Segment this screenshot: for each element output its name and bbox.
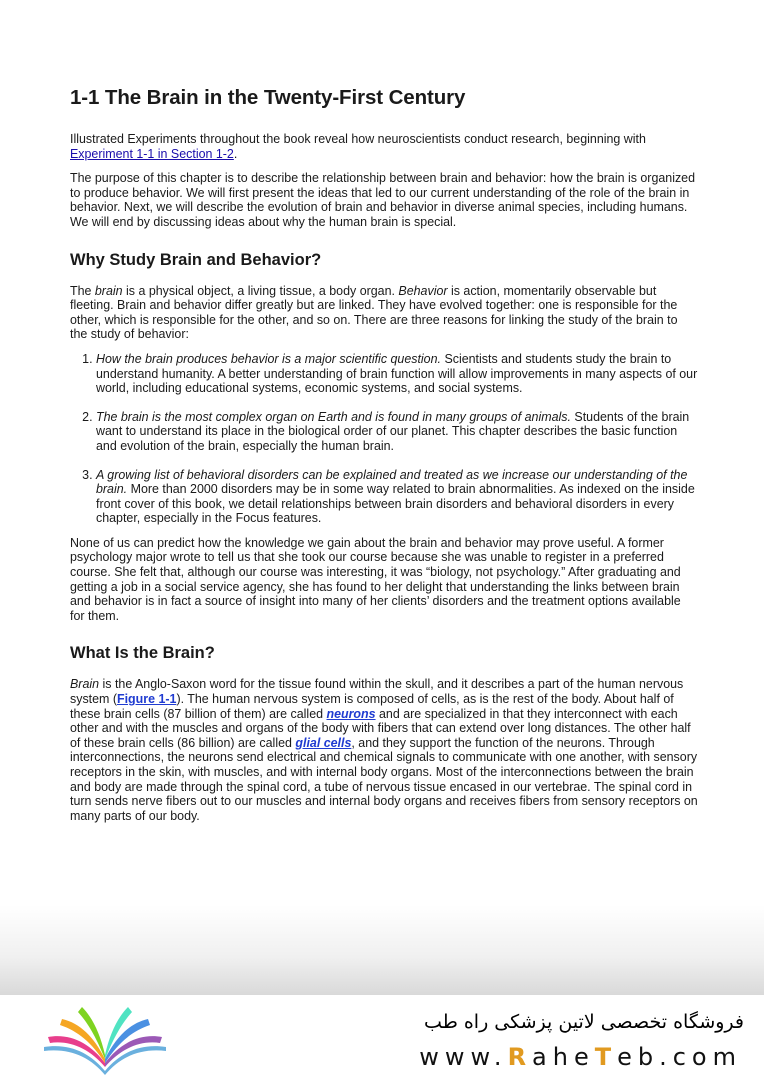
term-brain: Brain [70, 677, 100, 692]
intro-end: . [233, 146, 238, 161]
what-paragraph [70, 677, 698, 823]
book-logo-icon [40, 1003, 170, 1075]
shop-name: فروشگاه تخصصی لاتین پزشکی راه طب [424, 1011, 744, 1033]
reason-lead: How the brain produces behavior is a major scientific question. [96, 351, 441, 366]
list-item [96, 352, 698, 396]
text-run: and are specialized in that they interconnect with each other and with the muscles and organs of the body with fibers that can extend over long distances. The other half of these brain cells (86 billion) are called [70, 706, 691, 750]
reason-text: Students of the brain want to understand its place in the biological order of our planet. This chapter describes the basic function and evolution of the brain, especially the human brain. [96, 409, 690, 453]
text-run: is the Anglo-Saxon word for the tissue found within the skull, and it describes a part of the human nervous system ( [70, 677, 684, 707]
url-part: T [594, 1043, 618, 1071]
page-shadow [0, 905, 764, 1000]
list-item [96, 410, 698, 454]
text-run: , and they support the function of the neurons. Through interconnections, the neurons send electrical and chemical signals to communicate with one another, with sensory receptors in the skin, with muscles, and with internal body organs. Most of the interconnections between the brain and body are made through the spinal cord, a tube of nervous tissue encased in our vertebrae. The spinal cord in turn sends nerve fibers out to our muscles and internal body organs and receives fibers from sensory receptors on many parts of our body. [70, 735, 698, 823]
section-title: 1-1 The Brain in the Twenty-First Century [70, 86, 466, 109]
watermark-footer [0, 995, 764, 1080]
term-brain: brain [94, 283, 123, 298]
what-is-brain-heading: What Is the Brain? [70, 644, 215, 663]
intro-text: Illustrated Experiments throughout the book reveal how neuroscientists conduct research, beginning with [70, 132, 646, 146]
text-run: is action, momentarily observable but fleeting. Brain and behavior differ greatly but are linked. They have evolved together: one is responsible for the other, which is responsible for the other, and so on. There are three reasons for linking the study of the brain to the study of behavior: [70, 283, 678, 342]
url-part: www. [419, 1043, 508, 1071]
reason-lead: The brain is the most complex organ on Earth and is found in many groups of animals. [96, 409, 571, 424]
document-body [70, 86, 698, 833]
experiment-link[interactable]: Experiment 1-1 in Section 1-2 [70, 146, 234, 161]
glial-cells-term-link[interactable]: glial cells [295, 735, 352, 750]
url-part: ahe [532, 1043, 595, 1071]
url-part: eb.com [617, 1043, 742, 1071]
why-paragraph [70, 284, 698, 342]
text-run: is a physical object, a living tissue, a body organ. [122, 283, 399, 298]
intro-paragraph [70, 132, 698, 161]
closing-paragraph: None of us can predict how the knowledge we gain about the brain and behavior may prove useful. A former psychology major wrote to tell us that she took our course because she was unable to register in a preferred course. She felt that, although our course was interesting, it was “biology, not psychology.” After graduating and getting a job in a social service agency, she has found to her delight that understanding the links between brain and behavior is in fact a source of insight into many of her clients’ disorders and the treatment options available for them. [70, 535, 681, 623]
why-study-heading: Why Study Brain and Behavior? [70, 250, 322, 269]
url-part: R [507, 1043, 533, 1071]
neurons-term-link[interactable]: neurons [326, 706, 376, 721]
term-behavior: Behavior [398, 283, 448, 298]
text-run: ). The human nervous system is composed of cells, as is the rest of the body. About half of these brain cells (87 billion of them) are called [70, 692, 674, 721]
reasons-list [70, 352, 698, 526]
shop-url [419, 1043, 742, 1071]
reason-text: Scientists and students study the brain to understand humanity. A better understanding of brain function will allow improvements in many aspects of our world, including educational systems, economic systems, and social systems. [96, 351, 698, 396]
text-run: The [70, 283, 95, 298]
reason-lead: A growing list of behavioral disorders can be explained and treated as we increase our understanding of the brain. [96, 467, 688, 497]
purpose-paragraph: The purpose of this chapter is to describe the relationship between brain and behavior: how the brain is organized to produce behavior. We will first present the ideas that led to our current understanding of the role of the brain in behavior. Next, we will describe the evolution of brain and behavior in diverse animal species, including humans. We will end by discussing ideas about why the human brain is special. [70, 171, 696, 229]
figure-link[interactable]: Figure 1-1 [117, 692, 177, 707]
list-item [96, 468, 698, 526]
reason-text: More than 2000 disorders may be in some way related to brain abnormalities. As indexed on the inside front cover of this book, we detail relationships between brain disorders and behavioral disorders in every chapter, especially in the Focus features. [96, 482, 695, 526]
